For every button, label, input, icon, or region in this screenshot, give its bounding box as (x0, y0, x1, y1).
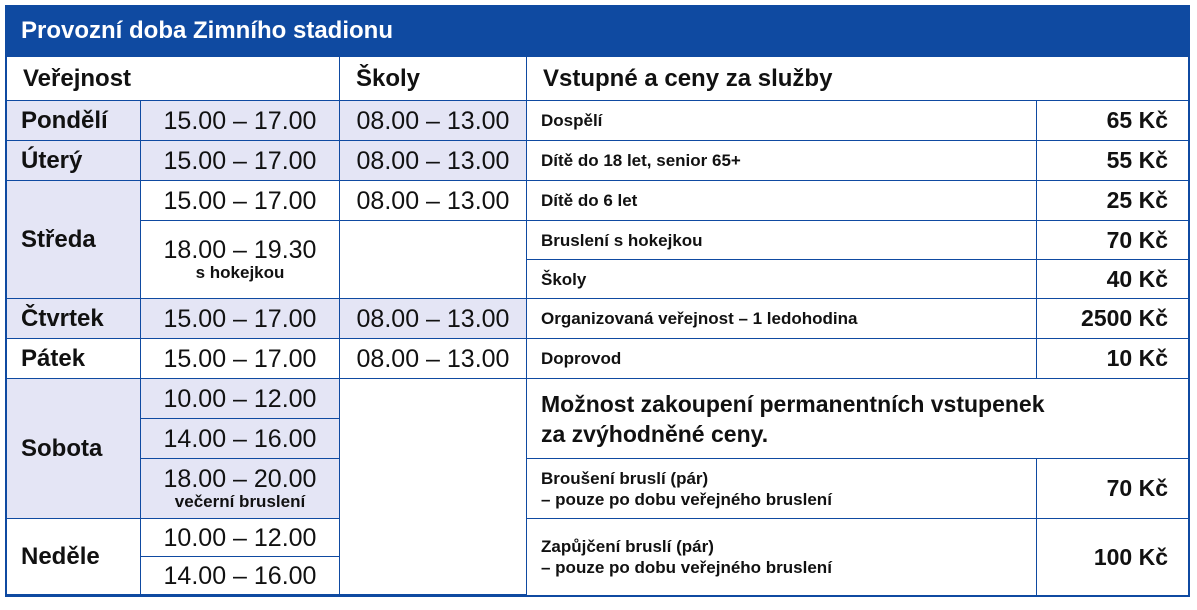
day-thursday: Čtvrtek (7, 299, 141, 339)
price-value-child-senior: 55 Kč (1037, 141, 1188, 181)
service-price-sharpening: 70 Kč (1037, 459, 1188, 519)
friday-public-time: 15.00 – 17.00 (141, 339, 340, 379)
service-rental-line1: Zapůjčení bruslí (pár) (541, 537, 714, 556)
day-wednesday: Středa (7, 181, 141, 299)
saturday-public-time-3-note: večerní bruslení (174, 491, 306, 511)
price-value-schools: 40 Kč (1037, 260, 1188, 299)
price-label-adults: Dospělí (527, 101, 1037, 141)
price-label-schools: Školy (527, 260, 1037, 299)
price-label-child-senior: Dítě do 18 let, senior 65+ (527, 141, 1037, 181)
price-label-child-under-6: Dítě do 6 let (527, 181, 1037, 221)
permanent-tickets-note-line1: Možnost zakoupení permanentních vstupenek (541, 390, 1045, 417)
service-sharpening-line2: – pouze po dobu veřejného bruslení (541, 489, 832, 509)
day-saturday: Sobota (7, 379, 141, 519)
monday-schools-time: 08.00 – 13.00 (340, 101, 527, 141)
price-value-escort: 10 Kč (1037, 339, 1188, 379)
wednesday-public-time-1: 15.00 – 17.00 (141, 181, 340, 221)
table-title: Provozní doba Zimního stadionu (5, 5, 1190, 57)
saturday-public-time-1: 10.00 – 12.00 (141, 379, 340, 419)
day-sunday: Neděle (7, 519, 141, 595)
price-label-organized-public: Organizovaná veřejnost – 1 ledohodina (527, 299, 1037, 339)
friday-schools-time: 08.00 – 13.00 (340, 339, 527, 379)
permanent-tickets-note (527, 379, 1188, 459)
sunday-public-time-2: 14.00 – 16.00 (141, 557, 340, 595)
saturday-public-time-2: 14.00 – 16.00 (141, 419, 340, 459)
service-price-rental: 100 Kč (1093, 543, 1168, 570)
saturday-public-time-3 (141, 459, 340, 519)
day-friday: Pátek (7, 339, 141, 379)
wednesday-schools-time: 08.00 – 13.00 (340, 181, 527, 221)
wednesday-public-time-2-text: 18.00 – 19.30 (163, 235, 317, 264)
thursday-schools-time: 08.00 – 13.00 (340, 299, 527, 339)
wednesday-schools-empty (340, 221, 527, 299)
wednesday-public-time-2 (141, 221, 340, 299)
tuesday-schools-time: 08.00 – 13.00 (340, 141, 527, 181)
price-value-hockey-skating: 70 Kč (1037, 221, 1188, 260)
header-schools: Školy (340, 57, 527, 101)
service-label-rental (527, 519, 1037, 595)
header-public: Veřejnost (7, 57, 340, 101)
price-value-organized-public: 2500 Kč (1037, 299, 1188, 339)
weekend-schools-empty (340, 379, 527, 595)
day-tuesday: Úterý (7, 141, 141, 181)
price-label-hockey-skating: Bruslení s hokejkou (527, 221, 1037, 260)
saturday-public-time-3-text: 18.00 – 20.00 (163, 464, 317, 493)
permanent-tickets-note-line2: za zvýhodněné ceny. (541, 420, 769, 447)
service-rental-line2: – pouze po dobu veřejného bruslení (541, 558, 832, 577)
price-label-escort: Doprovod (527, 339, 1037, 379)
thursday-public-time: 15.00 – 17.00 (141, 299, 340, 339)
tuesday-public-time: 15.00 – 17.00 (141, 141, 340, 181)
header-prices: Vstupné a ceny za služby (527, 57, 1188, 101)
monday-public-time: 15.00 – 17.00 (141, 101, 340, 141)
service-sharpening-line1: Broušení bruslí (pár) (541, 468, 709, 488)
service-label-sharpening (527, 459, 1037, 519)
sunday-public-time-1: 10.00 – 12.00 (141, 519, 340, 557)
day-monday: Pondělí (7, 101, 141, 141)
wednesday-public-time-2-note: s hokejkou (195, 262, 285, 282)
price-value-adults: 65 Kč (1037, 101, 1188, 141)
price-value-child-under-6: 25 Kč (1037, 181, 1188, 221)
